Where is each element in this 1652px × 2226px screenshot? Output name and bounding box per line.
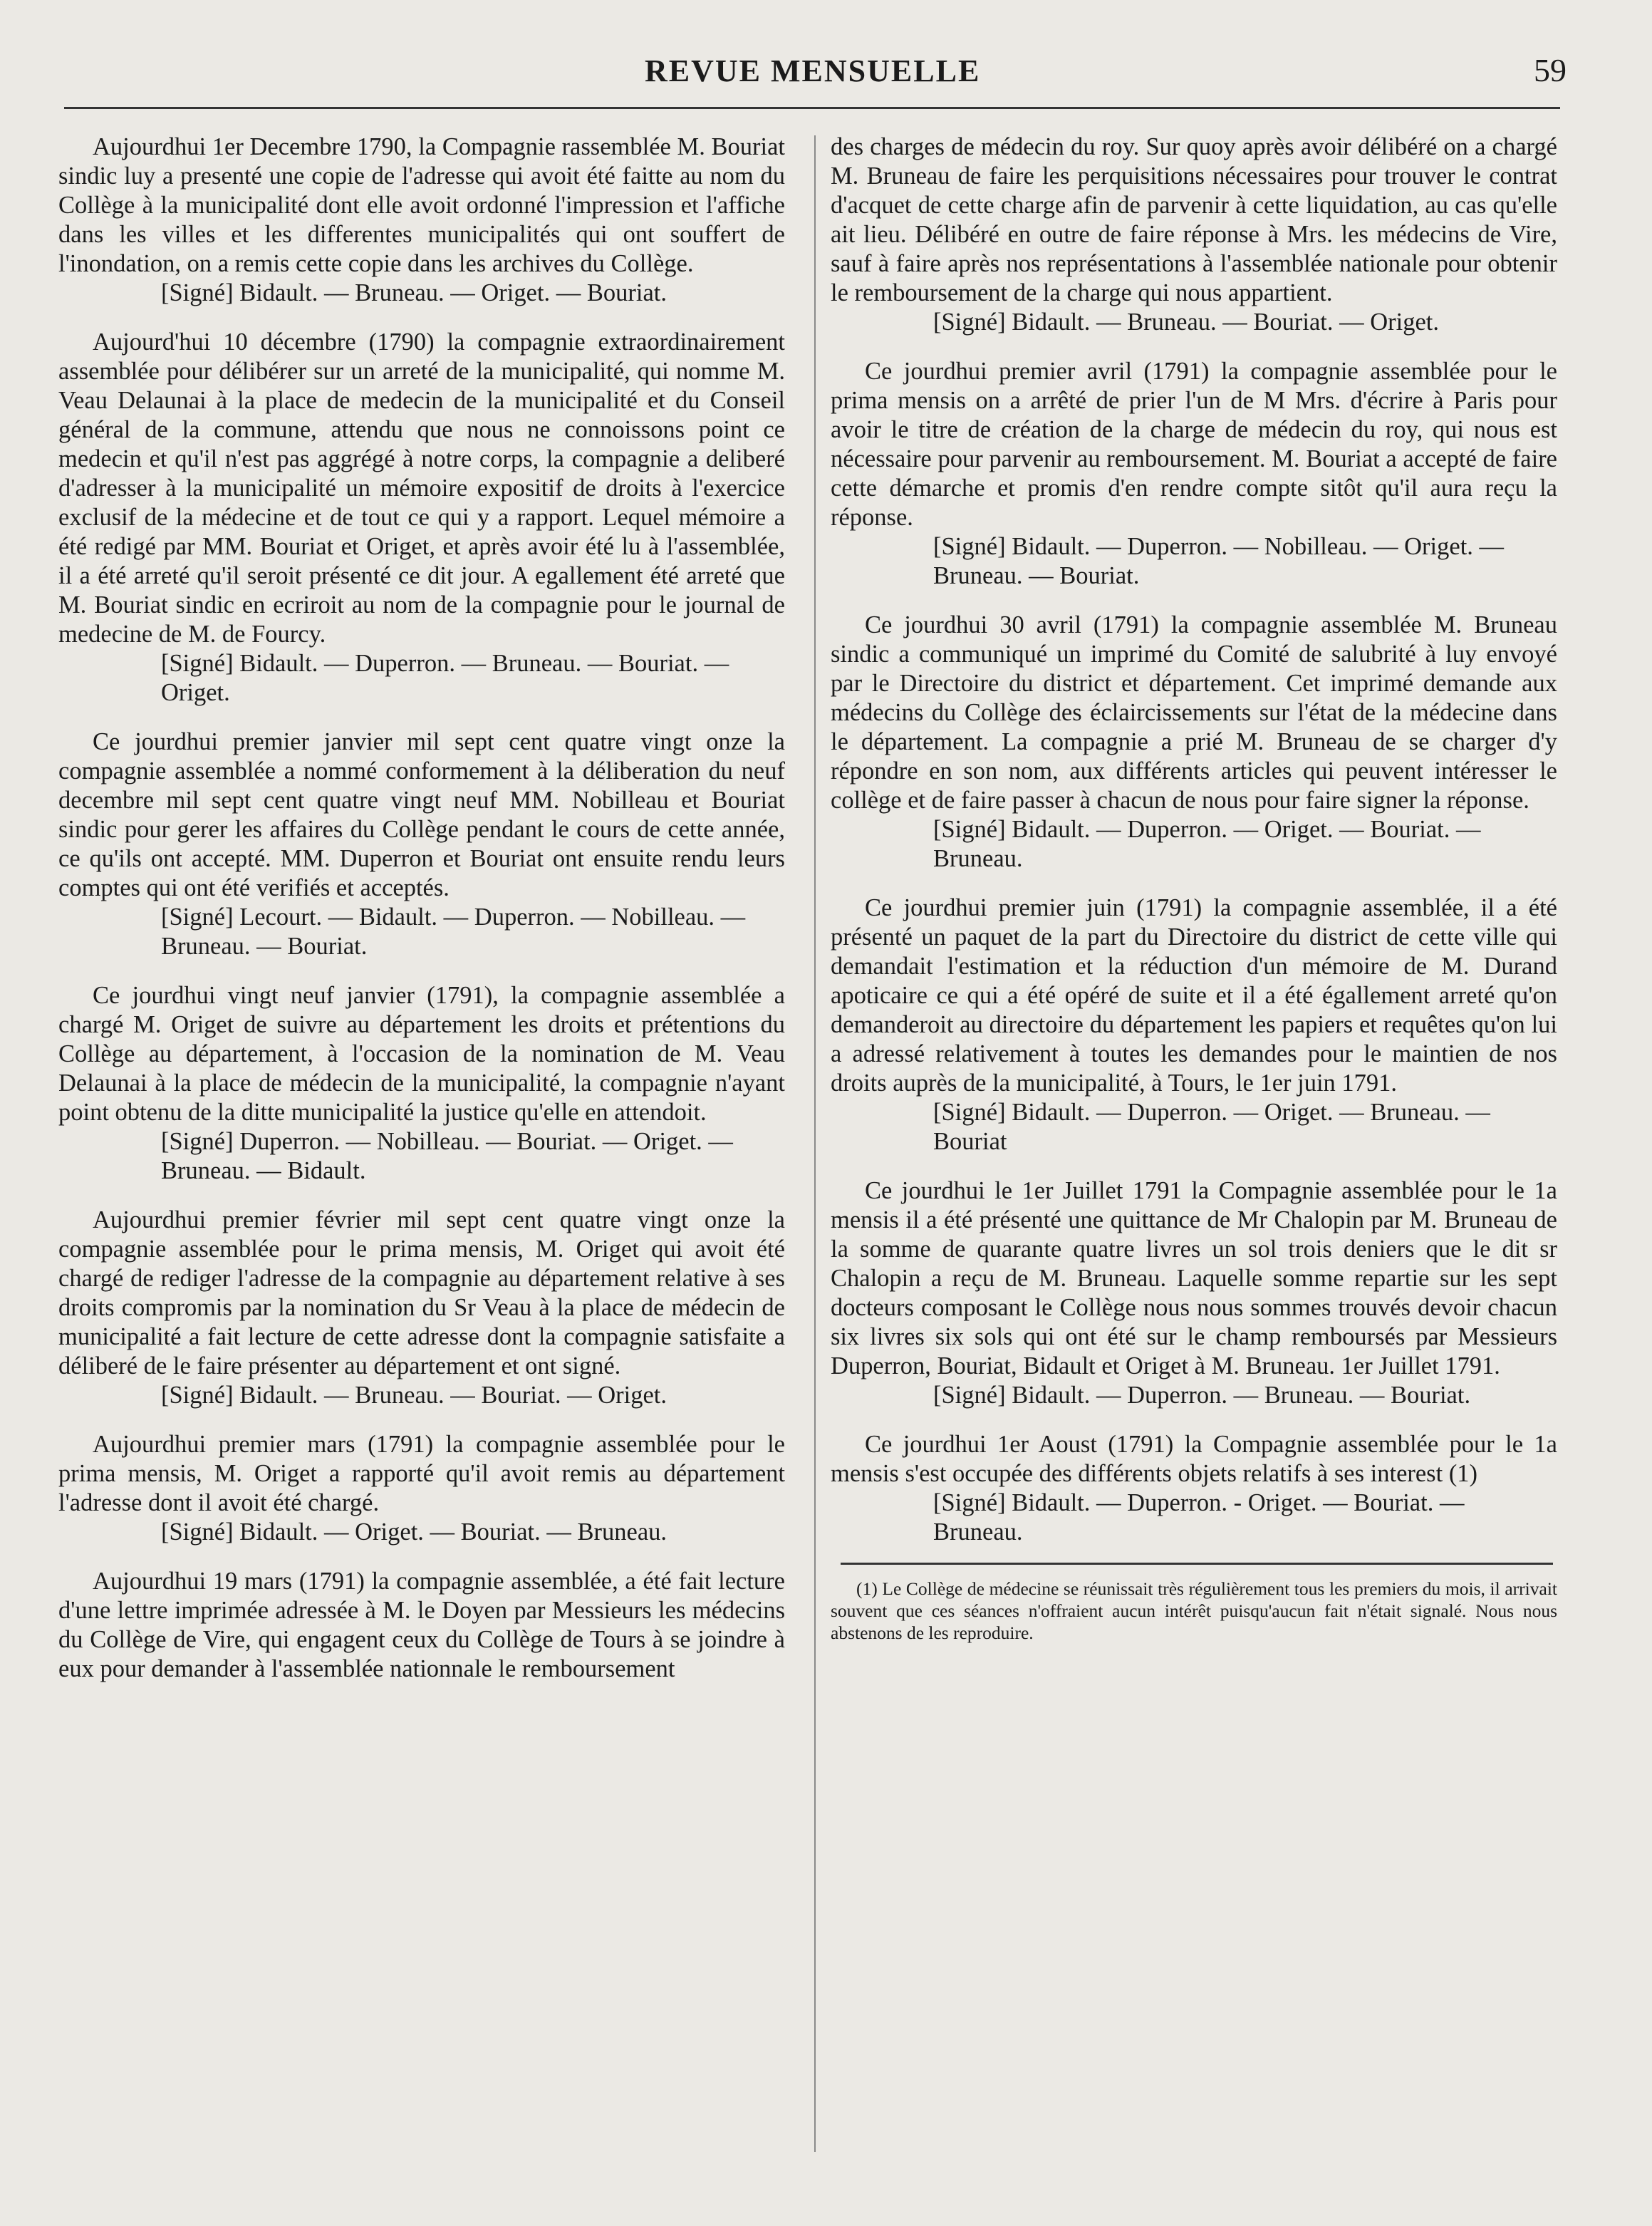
- running-head: [0, 50, 1652, 93]
- minutes-paragraph: Aujourdhui 1er Decembre 1790, la Compagnie rassemblée M. Bouriat sindic luy a presenté une copie de l'adresse qui avoit été faitte au nom du Collège à la municipalité dont elle avoit ordonné l'impression et l'affiche dans les villes et les differentes municipalités qui ont souffert de l'inondation, on a remis cette copie dans les archives du Collège.: [58, 133, 785, 277]
- signature-line: [Signé] Duperron. — Nobilleau. — Bouriat. — Origet. — Bruneau. — Bidault.: [161, 1128, 733, 1184]
- signature-line: [Signé] Bidault. — Bruneau. — Bouriat. — Origet.: [933, 309, 1440, 336]
- page-number: 59: [1534, 52, 1567, 88]
- footnote-rule: [841, 1563, 1553, 1565]
- signature-line: [Signé] Bidault. — Duperron. - Origet. — Bouriat. — Bruneau.: [933, 1489, 1465, 1546]
- signature-line: [Signé] Bidault. — Bruneau. — Origet. — Bouriat.: [161, 279, 667, 306]
- minutes-paragraph: Ce jourdhui vingt neuf janvier (1791), la compagnie assemblée a chargé M. Origet de suivre au département les droits et prétentions du Collège au département, à l'occasion de la nomination de M. Veau Delaunai à la place de médecin de la municipalité, la compagnie n'ayant point obtenu de la ditte municipalité la justice qu'elle en attendoit.: [58, 982, 785, 1126]
- minutes-paragraph: Aujourdhui premier février mil sept cent quatre vingt onze la compagnie assemblée pour le prima mensis, M. Origet qui avoit été chargé de rediger l'adresse de la compagnie au département relative à ses droits compromis par la nomination du Sr Veau à la place de médecin de municipalité a fait lecture de cette adresse dont la compagnie satisfaite a déliberé de le faire présenter au département et ont signé.: [58, 1206, 785, 1379]
- signature-line: [Signé] Bidault. — Bruneau. — Bouriat. — Origet.: [161, 1382, 667, 1409]
- right-column: [831, 133, 1557, 1644]
- minutes-paragraph: des charges de médecin du roy. Sur quoy après avoir délibéré on a chargé M. Bruneau de faire les perquisitions nécessaires pour trouver le contrat d'acquet de cette charge afin de parvenir à cette liquidation, au cas qu'elle ait lieu. Délibéré en outre de faire réponse à Mrs. les médecins de Vire, sauf à faire après nos représentations à l'assemblée nationale pour obtenir le remboursement de la charge qui nous appartient.: [831, 133, 1557, 306]
- left-column: [58, 133, 785, 1684]
- minutes-paragraph: Ce jourdhui premier juin (1791) la compagnie assemblée, il a été présenté un paquet de la part du Directoire du district de cette ville qui demandait l'estimation et la réduction d'un mémoire de M. Durand apoticaire ce qui a été opéré de suite et il a été égallement arreté qu'on demanderoit au directoire du département les papiers et requêtes qu'on lui a adressé relativement à toutes les demandes pour le maintien de nos droits auprès de la municipalité, à Tours, le 1er juin 1791.: [831, 894, 1557, 1097]
- column-divider: [814, 135, 816, 2152]
- journal-title: REVUE MENSUELLE: [645, 53, 981, 88]
- signature-line: [Signé] Lecourt. — Bidault. — Duperron. — Nobilleau. — Bruneau. — Bouriat.: [161, 904, 746, 960]
- right-column-body: [831, 133, 1557, 1547]
- signature-line: [Signé] Bidault. — Duperron. — Origet. — Bruneau. — Bouriat: [933, 1099, 1490, 1155]
- minutes-paragraph: Ce jourdhui le 1er Juillet 1791 la Compagnie assemblée pour le 1a mensis il a été présenté une quittance de Mr Chalopin par M. Bruneau de la somme de quarante quatre livres un sol trois deniers que le dit sr Chalopin a reçu de M. Bruneau. Laquelle somme repartie sur les sept docteurs composant le Collège nous nous sommes trouvés devoir chacun six livres six sols qui ont été sur le champ remboursés par Messieurs Duperron, Bouriat, Bidault et Origet à M. Bruneau. 1er Juillet 1791.: [831, 1177, 1557, 1379]
- minutes-paragraph: Ce jourdhui premier janvier mil sept cent quatre vingt onze la compagnie assemblée a nommé conformement à la déliberation du neuf decembre mil sept cent quatre vingt neuf MM. Nobilleau et Bouriat sindic pour gerer les affaires du Collège pendant le cours de cette année, ce qu'ils ont accepté. MM. Duperron et Bouriat ont ensuite rendu leurs comptes qui ont été verifiés et acceptés.: [58, 728, 785, 901]
- signature-line: [Signé] Bidault. — Origet. — Bouriat. — Bruneau.: [161, 1518, 667, 1546]
- minutes-paragraph: Aujourdhui 19 mars (1791) la compagnie assemblée, a été fait lecture d'une lettre imprimée adressée à M. le Doyen par Messieurs les médecins du Collège de Vire, qui engagent ceux du Collège de Tours à se joindre à eux pour demander à l'assemblée nationnale le remboursement: [58, 1568, 785, 1682]
- minutes-paragraph: Ce jourdhui 1er Aoust (1791) la Compagnie assemblée pour le 1a mensis s'est occupée des différents objets relatifs à ses interest (1): [831, 1431, 1557, 1487]
- minutes-paragraph: Aujourdhui premier mars (1791) la compagnie assemblée pour le prima mensis, M. Origet a rapporté qu'il avoit remis au département l'adresse dont il avoit été chargé.: [58, 1431, 785, 1516]
- signature-line: [Signé] Bidault. — Duperron. — Nobilleau. — Origet. — Bruneau. — Bouriat.: [933, 533, 1505, 589]
- header-rule: [64, 107, 1560, 109]
- minutes-paragraph: Aujourd'hui 10 décembre (1790) la compagnie extraordinairement assemblée pour délibérer sur un arreté de la municipalité, qui nomme M. Veau Delaunai à la place de medecin de la municipalité et du Conseil général de la commune, attendu que nous ne connoissons point ce medecin et qu'il n'est pas aggrégé à notre corps, la compagnie a deliberé d'adresser à la municipalité un mémoire expositif de droits à l'exercice exclusif de la médecine et de tout ce qui y a rapport. Lequel mémoire a été redigé par MM. Bouriat et Origet, et après avoir été lu à l'assemblée, il a été arreté qu'il seroit présenté ce dit jour. A egallement été arreté que M. Bouriat sindic en ecriroit au nom de la compagnie pour le journal de medecine de M. de Fourcy.: [58, 328, 785, 648]
- signature-line: [Signé] Bidault. — Duperron. — Bruneau. — Bouriat. — Origet.: [161, 650, 729, 706]
- signature-line: [Signé] Bidault. — Duperron. — Origet. — Bouriat. — Bruneau.: [933, 816, 1481, 872]
- minutes-paragraph: Ce jourdhui premier avril (1791) la compagnie assemblée pour le prima mensis on a arrêté de prier l'un de M Mrs. d'écrire à Paris pour avoir le titre de création de la charge de médecin du roy, qui nous est nécessaire pour parvenir au remboursement. M. Bouriat a accepté de faire cette démarche et promis d'en rendre compte sitôt qu'il aura reçu la réponse.: [831, 358, 1557, 531]
- signature-line: [Signé] Bidault. — Duperron. — Bruneau. — Bouriat.: [933, 1382, 1471, 1409]
- footnote: (1) Le Collège de médecine se réunissait très régulièrement tous les premiers du mois, il arrivait souvent que ces séances n'offraient aucun intérêt puisqu'aucun fait n'était signalé. Nous nous abstenons de les reproduire.: [831, 1578, 1557, 1643]
- minutes-paragraph: Ce jourdhui 30 avril (1791) la compagnie assemblée M. Bruneau sindic a communiqué un imprimé du Comité de salubrité à luy envoyé par le Directoire du district et département. Cet imprimé demande aux médecins du Collège des éclaircissements sur l'état de la médecine dans le département. La compagnie a prié M. Bruneau de se charger d'y répondre en son nom, aux différents articles qui peuvent intéresser le collège et de faire passer à chacun de nous pour faire signer la réponse.: [831, 611, 1557, 814]
